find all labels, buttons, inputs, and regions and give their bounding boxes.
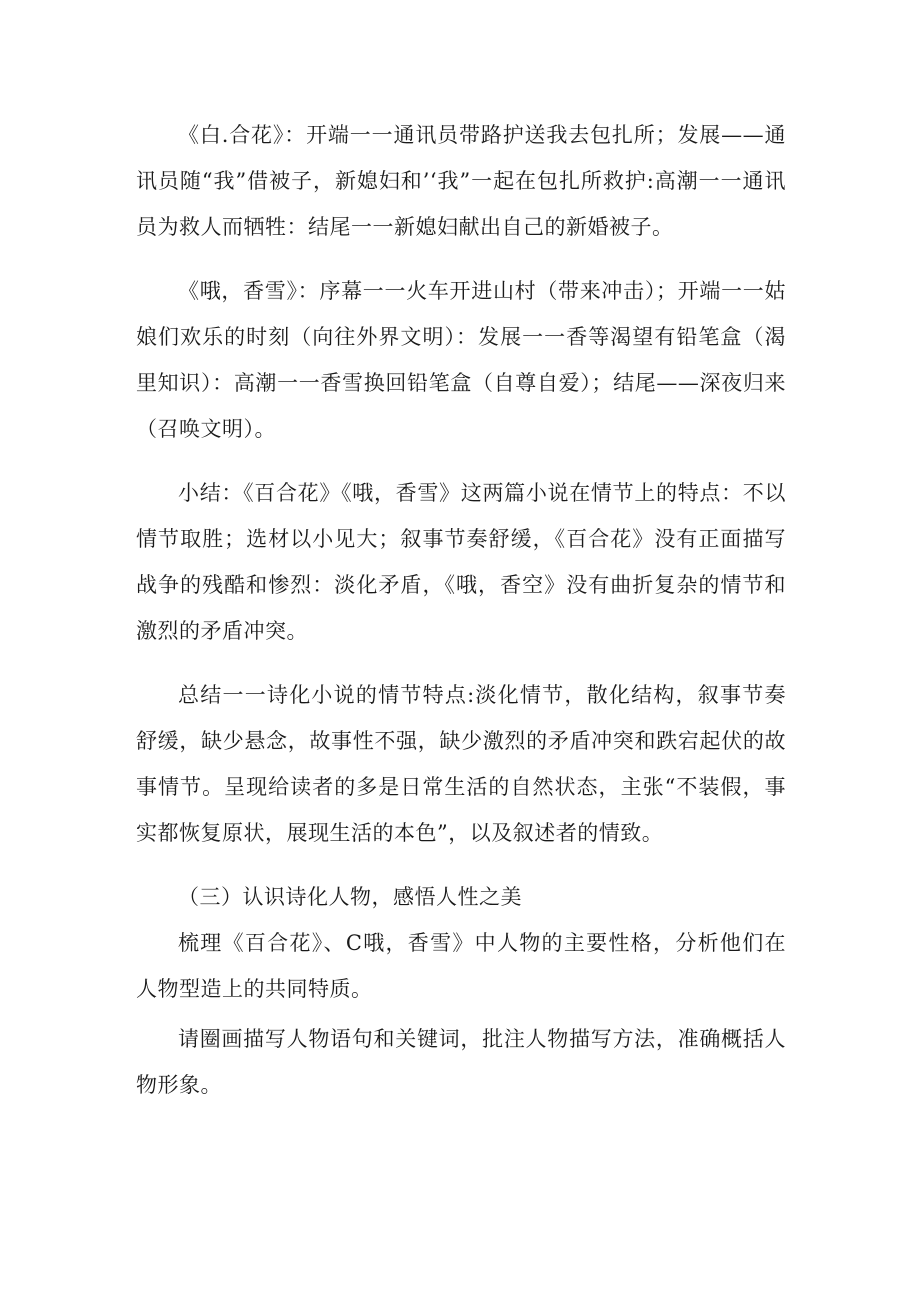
paragraph-summary: 小结：《百合花》《哦，香雪》这两篇小说在情节上的特点：不以情节取胜；选材以小见大；叙事节奏舒缓，《百合花》没有正面描写战争的残酷和惨烈：淡化矛盾，《哦，香空》没有曲折复杂的情节和激烈的矛盾冲突。: [136, 481, 786, 643]
paragraph-task-characters: 梳理《百合花》、C哦，香雪》中人物的主要性格，分析他们在人物型造上的共同特质。: [136, 931, 786, 1001]
document-body: [136, 112, 786, 1108]
paragraph-baihehua-plot: 《白.合花》：开端一一通讯员带路护送我去包扎所；发展——通讯员随“我”借被子，新媳妇和’‘我”一起在包扎所救护:高潮一一通讯员为救人而牺牲：结尾一一新媳妇献出自己的新婚被子。: [136, 123, 786, 239]
paragraph-conclusion: 总结一一诗化小说的情节特点:淡化情节，散化结构，叙事节奏舒缓，缺少悬念，故事性不强，缺少激烈的矛盾冲突和跌宕起伏的故事情节。呈现给读者的多是日常生活的自然状态，主张“不装假，事实都恢复原状，展现生活的本色”，以及叙述者的情致。: [136, 683, 786, 845]
section-heading-3: （三）认识诗化人物，感悟人性之美: [178, 885, 522, 909]
paragraph-task-annotate: 请圈画描写人物语句和关键词，批注人物描写方法，准确概括人物形象。: [136, 1027, 786, 1097]
paragraph-xiangxue-plot: 《哦，香雪》：序幕一一火车开进山村（带来冲击）；开端一一姑娘们欢乐的时刻（向往外界文明）：发展一一香等渴望有铅笔盒（渴里知识）：高潮一一香雪换回铅笔盒（自尊自爱）；结尾——深夜归来（召唤文明）。: [136, 279, 786, 441]
